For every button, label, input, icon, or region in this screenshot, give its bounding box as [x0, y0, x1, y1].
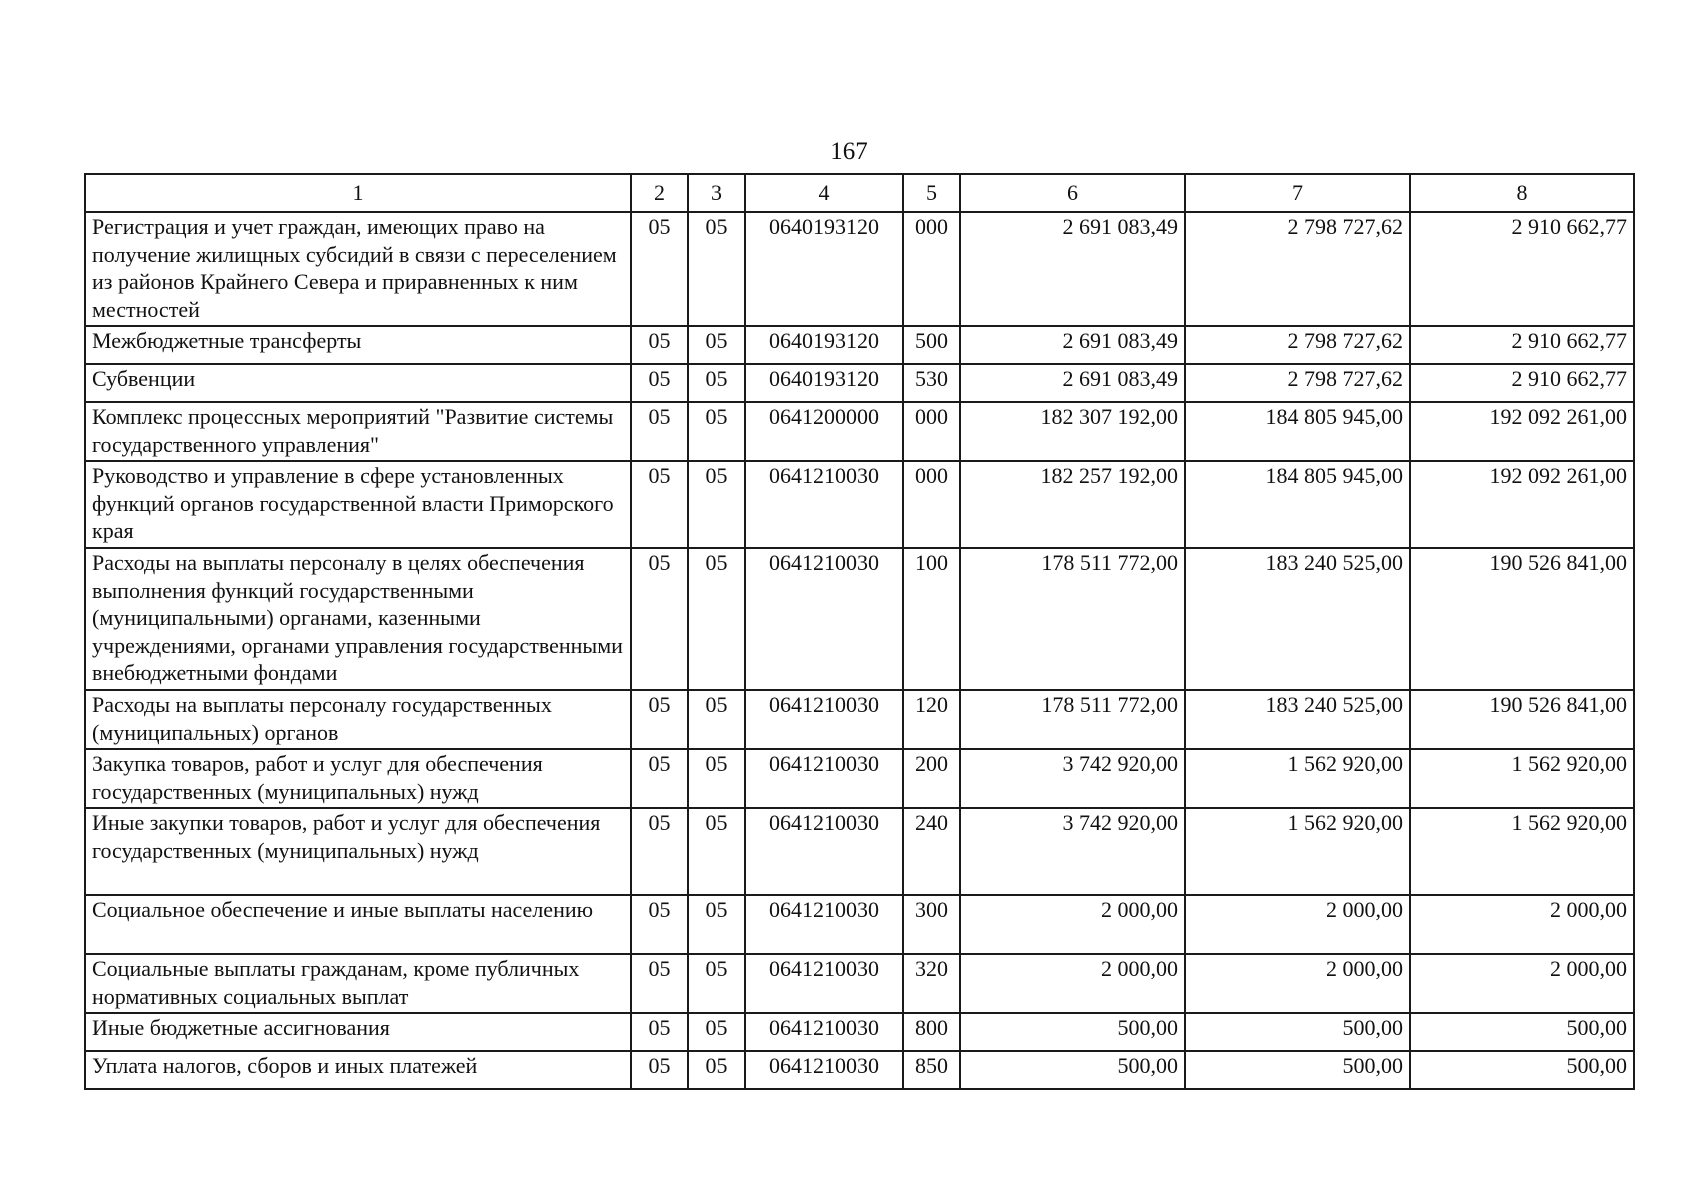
amount-col-7: 184 805 945,00	[1185, 461, 1410, 548]
subsection-code: 05	[688, 326, 745, 364]
amount-col-6: 182 257 192,00	[960, 461, 1185, 548]
amount-col-7: 2 000,00	[1185, 954, 1410, 1013]
target-item-code: 0641210030	[745, 690, 903, 749]
amount-col-6: 2 691 083,49	[960, 326, 1185, 364]
table-row	[85, 1051, 1634, 1089]
target-item-code: 0641210030	[745, 954, 903, 1013]
row-name: Субвенции	[85, 364, 631, 402]
section-code: 05	[631, 895, 688, 954]
row-name: Иные бюджетные ассигнования	[85, 1013, 631, 1051]
section-code: 05	[631, 326, 688, 364]
table-row	[85, 212, 1634, 326]
section-code: 05	[631, 690, 688, 749]
amount-col-8: 500,00	[1410, 1051, 1634, 1089]
amount-col-6: 2 000,00	[960, 954, 1185, 1013]
table-row	[85, 364, 1634, 402]
subsection-code: 05	[688, 1013, 745, 1051]
expense-type-code: 120	[903, 690, 960, 749]
row-name: Социальное обеспечение и иные выплаты населению	[85, 895, 631, 954]
amount-col-8: 190 526 841,00	[1410, 690, 1634, 749]
section-code: 05	[631, 808, 688, 895]
amount-col-6: 2 000,00	[960, 895, 1185, 954]
amount-col-7: 500,00	[1185, 1013, 1410, 1051]
section-code: 05	[631, 954, 688, 1013]
row-name: Иные закупки товаров, работ и услуг для обеспечения государственных (муниципальных) нужд	[85, 808, 631, 895]
amount-col-6: 500,00	[960, 1013, 1185, 1051]
table-row	[85, 749, 1634, 808]
expense-type-code: 300	[903, 895, 960, 954]
subsection-code: 05	[688, 895, 745, 954]
table-row	[85, 808, 1634, 895]
row-name: Межбюджетные трансферты	[85, 326, 631, 364]
section-code: 05	[631, 402, 688, 461]
row-name: Социальные выплаты гражданам, кроме публичных нормативных социальных выплат	[85, 954, 631, 1013]
amount-col-7: 2 798 727,62	[1185, 212, 1410, 326]
subsection-code: 05	[688, 808, 745, 895]
col-header-8: 8	[1410, 174, 1634, 212]
subsection-code: 05	[688, 212, 745, 326]
col-header-5: 5	[903, 174, 960, 212]
target-item-code: 0641200000	[745, 402, 903, 461]
subsection-code: 05	[688, 690, 745, 749]
col-header-1: 1	[85, 174, 631, 212]
section-code: 05	[631, 1051, 688, 1089]
row-name: Регистрация и учет граждан, имеющих право на получение жилищных субсидий в связи с переселением из районов Крайнего Севера и приравненных к ним местностей	[85, 212, 631, 326]
table-row	[85, 461, 1634, 548]
table-row	[85, 690, 1634, 749]
table-row	[85, 548, 1634, 690]
row-name: Комплекс процессных мероприятий "Развитие системы государственного управления"	[85, 402, 631, 461]
amount-col-8: 2 910 662,77	[1410, 326, 1634, 364]
amount-col-7: 500,00	[1185, 1051, 1410, 1089]
target-item-code: 0640193120	[745, 364, 903, 402]
amount-col-7: 1 562 920,00	[1185, 808, 1410, 895]
amount-col-6: 500,00	[960, 1051, 1185, 1089]
subsection-code: 05	[688, 402, 745, 461]
amount-col-6: 3 742 920,00	[960, 808, 1185, 895]
amount-col-6: 2 691 083,49	[960, 212, 1185, 326]
table-row	[85, 326, 1634, 364]
table-row	[85, 402, 1634, 461]
row-name: Расходы на выплаты персоналу государственных (муниципальных) органов	[85, 690, 631, 749]
subsection-code: 05	[688, 548, 745, 690]
amount-col-6: 2 691 083,49	[960, 364, 1185, 402]
target-item-code: 0641210030	[745, 895, 903, 954]
amount-col-7: 2 000,00	[1185, 895, 1410, 954]
target-item-code: 0640193120	[745, 212, 903, 326]
expense-type-code: 850	[903, 1051, 960, 1089]
subsection-code: 05	[688, 954, 745, 1013]
row-name: Руководство и управление в сфере установленных функций органов государственной власти Приморского края	[85, 461, 631, 548]
amount-col-6: 178 511 772,00	[960, 548, 1185, 690]
expense-type-code: 530	[903, 364, 960, 402]
section-code: 05	[631, 1013, 688, 1051]
amount-col-7: 183 240 525,00	[1185, 690, 1410, 749]
col-header-3: 3	[688, 174, 745, 212]
target-item-code: 0641210030	[745, 548, 903, 690]
row-name: Расходы на выплаты персоналу в целях обеспечения выполнения функций государственными (муниципальными) органами, казенными учреждениями, органами управления государственными внебюджетными фондами	[85, 548, 631, 690]
expense-type-code: 100	[903, 548, 960, 690]
expense-type-code: 500	[903, 326, 960, 364]
amount-col-8: 190 526 841,00	[1410, 548, 1634, 690]
target-item-code: 0641210030	[745, 1051, 903, 1089]
col-header-2: 2	[631, 174, 688, 212]
section-code: 05	[631, 461, 688, 548]
expense-type-code: 200	[903, 749, 960, 808]
expense-type-code: 000	[903, 402, 960, 461]
section-code: 05	[631, 749, 688, 808]
expense-type-code: 000	[903, 461, 960, 548]
expense-type-code: 320	[903, 954, 960, 1013]
section-code: 05	[631, 364, 688, 402]
amount-col-6: 3 742 920,00	[960, 749, 1185, 808]
expense-type-code: 800	[903, 1013, 960, 1051]
amount-col-8: 1 562 920,00	[1410, 749, 1634, 808]
table-row	[85, 1013, 1634, 1051]
amount-col-7: 1 562 920,00	[1185, 749, 1410, 808]
amount-col-6: 182 307 192,00	[960, 402, 1185, 461]
amount-col-7: 2 798 727,62	[1185, 364, 1410, 402]
col-header-6: 6	[960, 174, 1185, 212]
budget-table	[84, 173, 1635, 1090]
section-code: 05	[631, 548, 688, 690]
col-header-7: 7	[1185, 174, 1410, 212]
expense-type-code: 000	[903, 212, 960, 326]
target-item-code: 0641210030	[745, 461, 903, 548]
subsection-code: 05	[688, 1051, 745, 1089]
target-item-code: 0641210030	[745, 749, 903, 808]
amount-col-8: 2 000,00	[1410, 895, 1634, 954]
amount-col-8: 2 910 662,77	[1410, 364, 1634, 402]
target-item-code: 0641210030	[745, 1013, 903, 1051]
amount-col-7: 183 240 525,00	[1185, 548, 1410, 690]
target-item-code: 0640193120	[745, 326, 903, 364]
amount-col-8: 2 910 662,77	[1410, 212, 1634, 326]
amount-col-7: 2 798 727,62	[1185, 326, 1410, 364]
amount-col-8: 2 000,00	[1410, 954, 1634, 1013]
expense-type-code: 240	[903, 808, 960, 895]
amount-col-7: 184 805 945,00	[1185, 402, 1410, 461]
amount-col-8: 500,00	[1410, 1013, 1634, 1051]
row-name: Закупка товаров, работ и услуг для обеспечения государственных (муниципальных) нужд	[85, 749, 631, 808]
amount-col-6: 178 511 772,00	[960, 690, 1185, 749]
target-item-code: 0641210030	[745, 808, 903, 895]
page-number: 167	[830, 138, 868, 165]
header-row	[85, 174, 1634, 212]
amount-col-8: 1 562 920,00	[1410, 808, 1634, 895]
table-row	[85, 895, 1634, 954]
col-header-4: 4	[745, 174, 903, 212]
subsection-code: 05	[688, 461, 745, 548]
row-name: Уплата налогов, сборов и иных платежей	[85, 1051, 631, 1089]
subsection-code: 05	[688, 749, 745, 808]
subsection-code: 05	[688, 364, 745, 402]
section-code: 05	[631, 212, 688, 326]
amount-col-8: 192 092 261,00	[1410, 461, 1634, 548]
table-row	[85, 954, 1634, 1013]
amount-col-8: 192 092 261,00	[1410, 402, 1634, 461]
